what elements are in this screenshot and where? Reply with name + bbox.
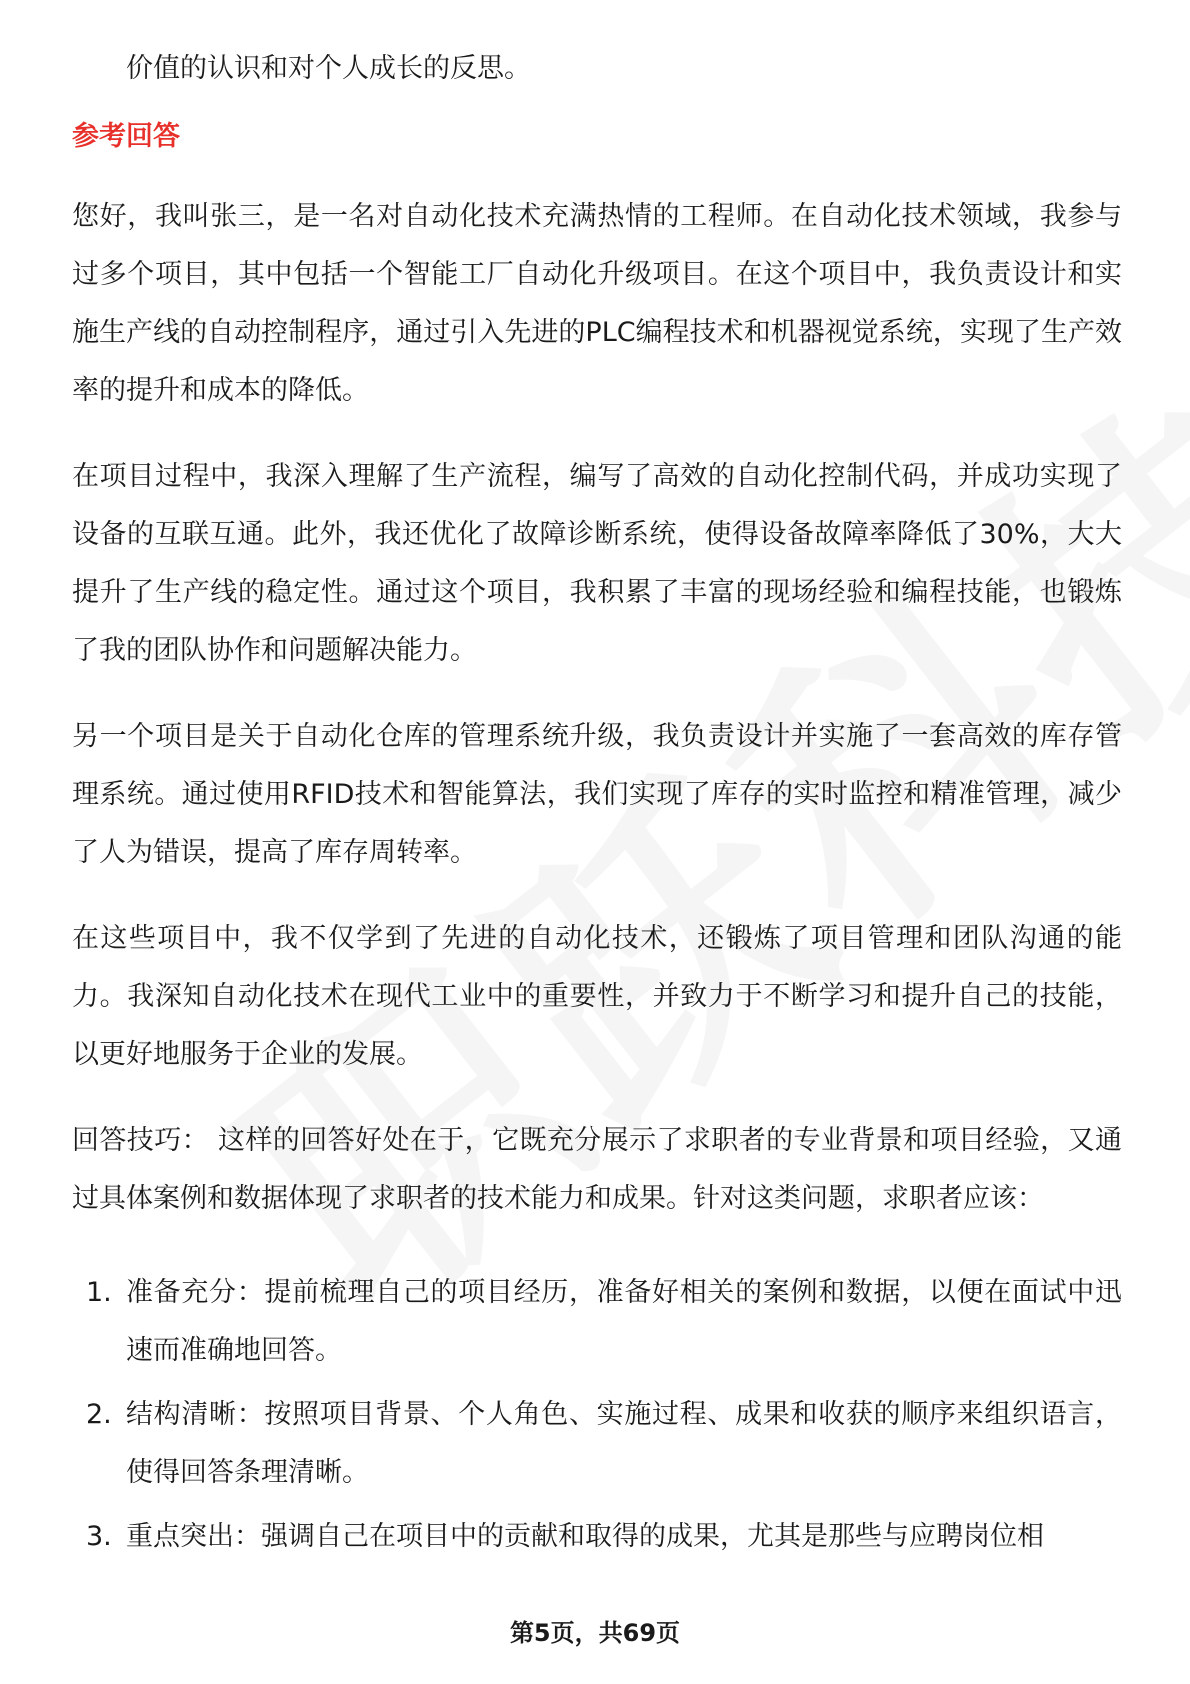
answer-paragraph-3: 另一个项目是关于自动化仓库的管理系统升级，我负责设计并实施了一套高效的库存管理系统。通过使用RFID技术和智能算法，我们实现了库存的实时监控和精准管理，减少了人为错误，提高了库存周转率。: [72, 721, 1122, 868]
list-text: 重点突出：强调自己在项目中的贡献和取得的成果，尤其是那些与应聘岗位相: [126, 1521, 1044, 1552]
list-text: 准备充分：提前梳理自己的项目经历，准备好相关的案例和数据，以便在面试中迅速而准确地回答。: [126, 1277, 1122, 1366]
answer-paragraph-1: 您好，我叫张三，是一名对自动化技术充满热情的工程师。在自动化技术领域，我参与过多个项目，其中包括一个智能工厂自动化升级项目。在这个项目中，我负责设计和实施生产线的自动控制程序，通过引入先进的PLC编程技术和机器视觉系统，实现了生产效率的提升和成本的降低。: [72, 201, 1122, 406]
tips-paragraph: 回答技巧： 这样的回答好处在于，它既充分展示了求职者的专业背景和项目经验，又通过具体案例和数据体现了求职者的技术能力和成果。针对这类问题，求职者应该：: [72, 1125, 1122, 1214]
tips-list: [72, 1264, 1122, 1566]
list-item: [72, 1508, 1122, 1566]
list-item: [72, 1386, 1122, 1502]
page-footer: 第5页，共69页: [509, 1619, 681, 1647]
section-heading: 参考回答: [72, 121, 180, 152]
list-text: 结构清晰：按照项目背景、个人角色、实施过程、成果和收获的顺序来组织语言，使得回答条理清晰。: [126, 1399, 1122, 1488]
list-number: 3.: [86, 1521, 112, 1552]
list-number: 1.: [86, 1277, 112, 1308]
answer-paragraph-4: 在这些项目中，我不仅学到了先进的自动化技术，还锻炼了项目管理和团队沟通的能力。我深知自动化技术在现代工业中的重要性，并致力于不断学习和提升自己的技能，以更好地服务于企业的发展。: [72, 923, 1122, 1070]
answer-paragraph-2: 在项目过程中，我深入理解了生产流程，编写了高效的自动化控制代码，并成功实现了设备的互联互通。此外，我还优化了故障诊断系统，使得设备故障率降低了30%，大大提升了生产线的稳定性。通过这个项目，我积累了丰富的现场经验和编程技能，也锻炼了我的团队协作和问题解决能力。: [72, 461, 1122, 666]
intro-continuation: 价值的认识和对个人成长的反思。: [126, 53, 531, 84]
list-number: 2.: [86, 1399, 112, 1430]
list-item: [72, 1264, 1122, 1380]
page-content: [72, 40, 1122, 1572]
